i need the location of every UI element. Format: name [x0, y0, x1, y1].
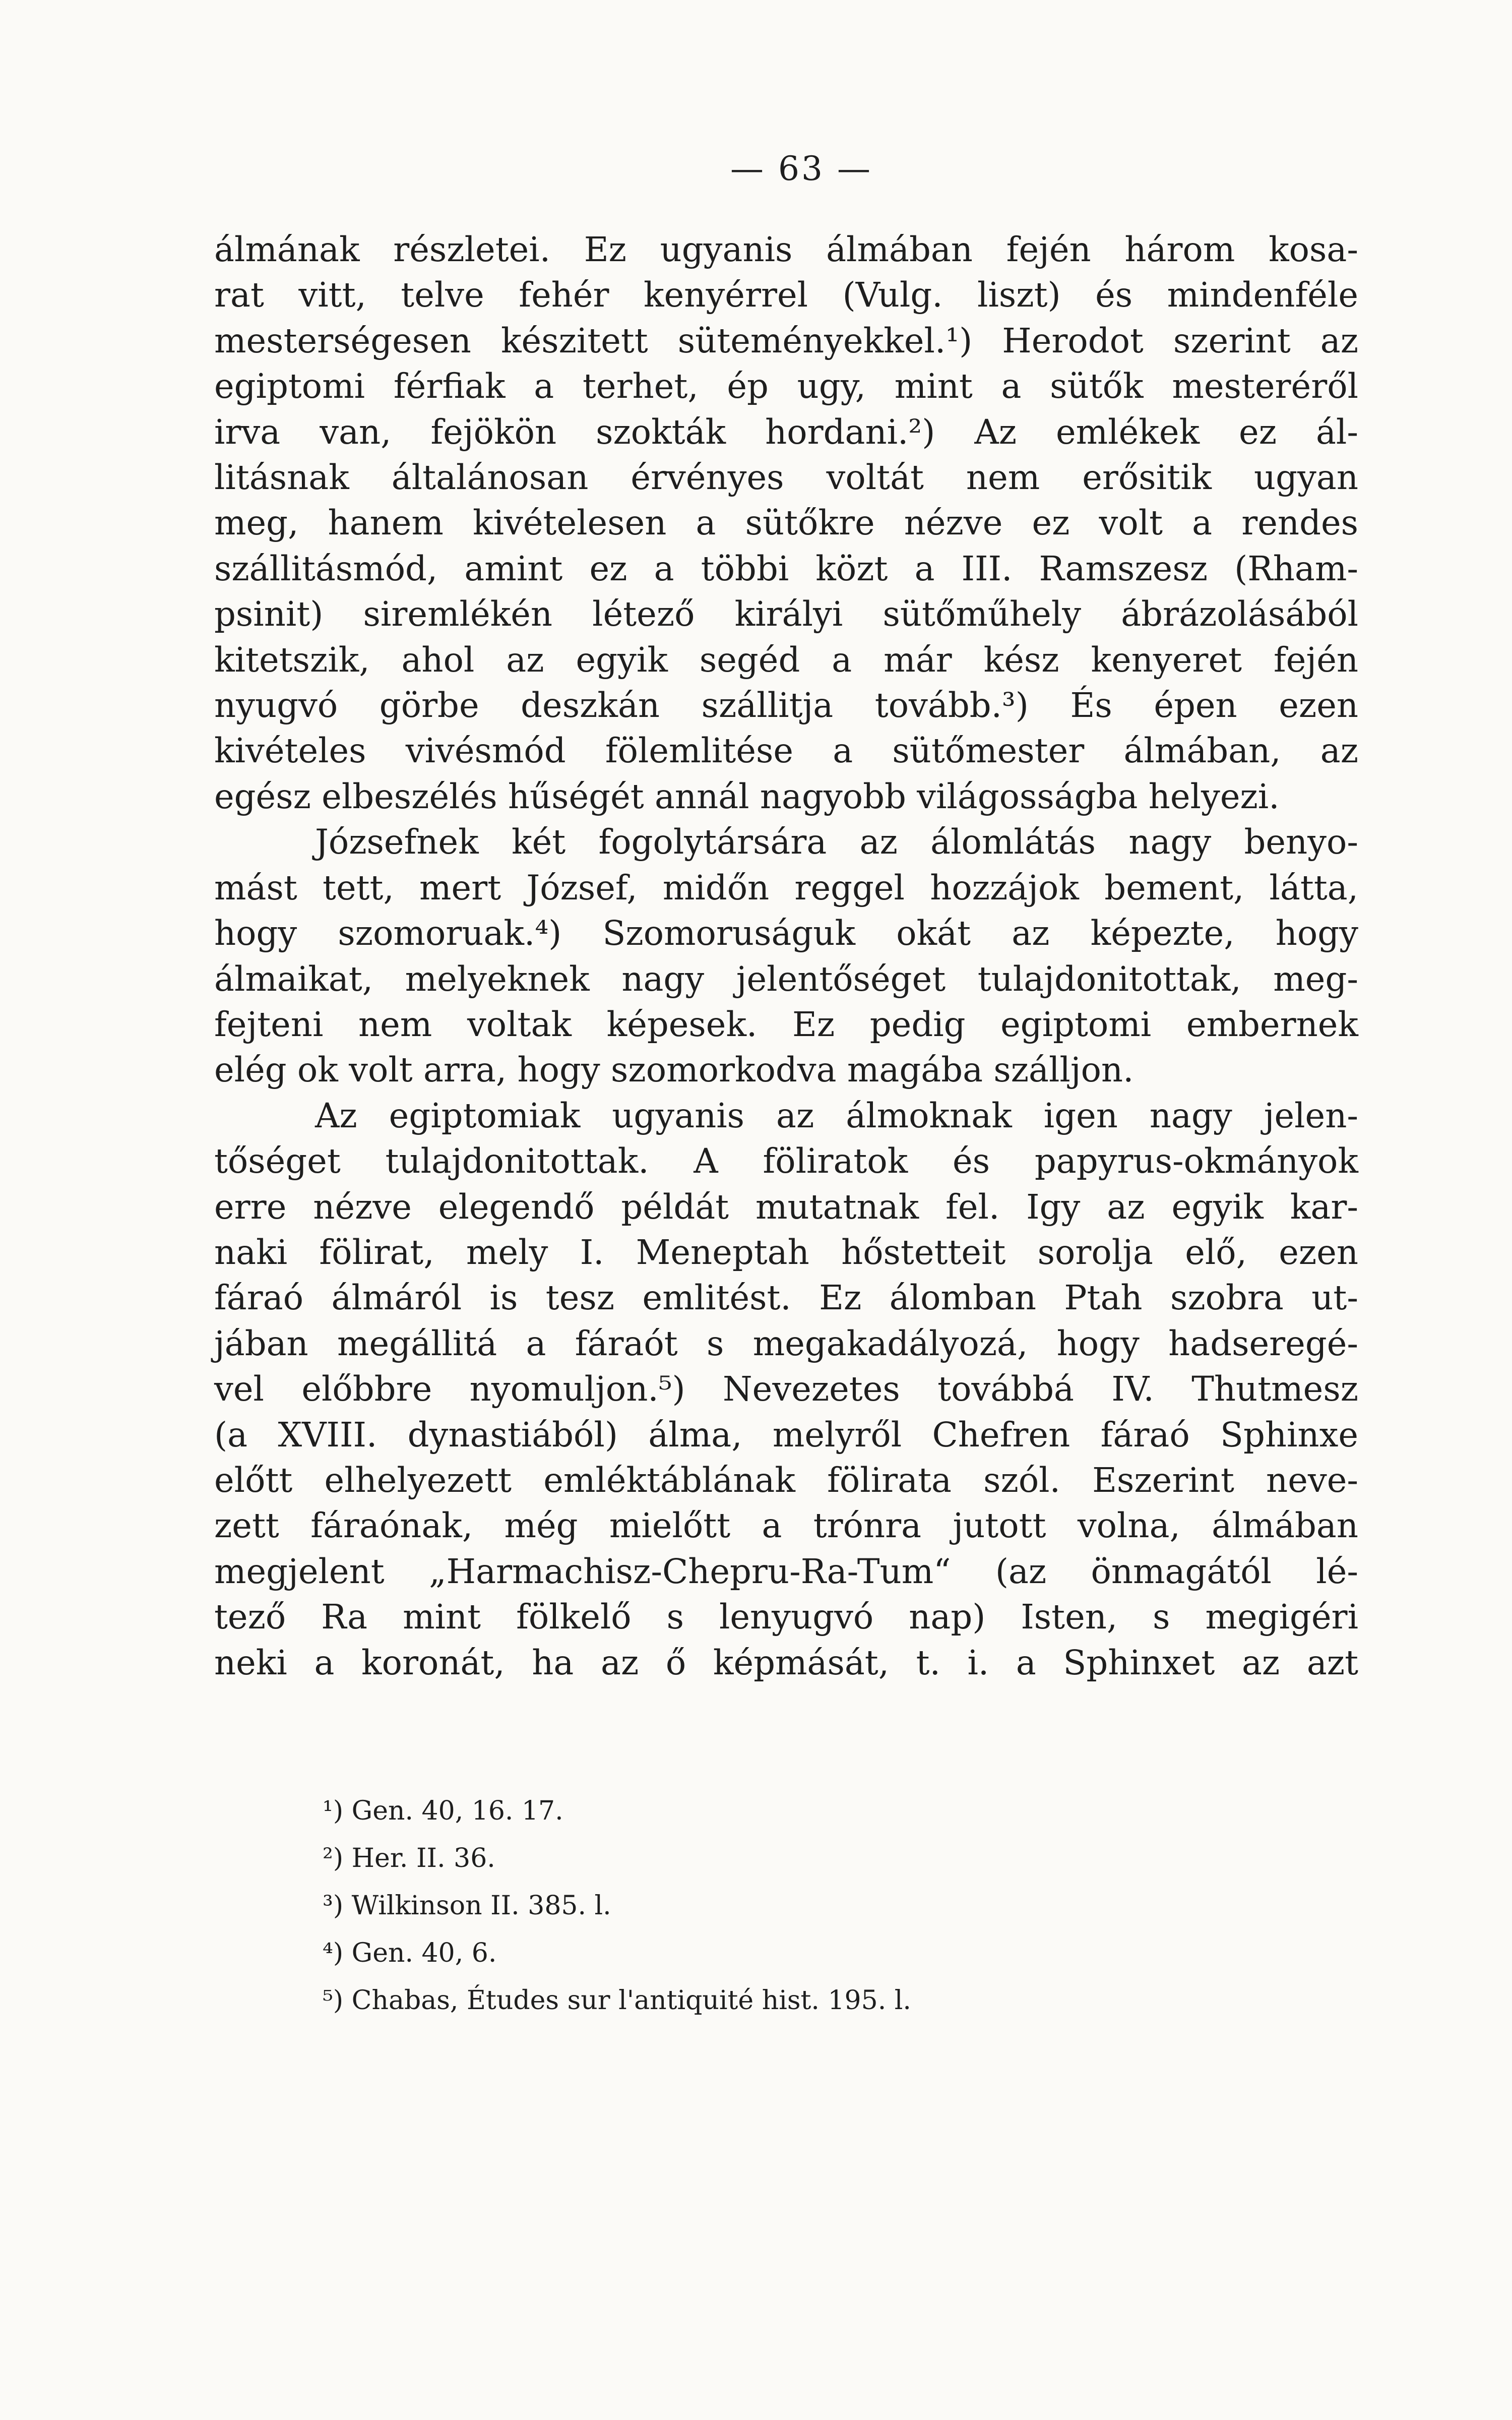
text-line: zett fáraónak, még mielőtt a trónra jutott volna, álmában [214, 1506, 1358, 1546]
footnote-4: ⁴) Gen. 40, 6. [323, 1938, 497, 1968]
footnote-1: ¹) Gen. 40, 16. 17. [323, 1796, 563, 1826]
text-line: psinit) siremlékén létező királyi sütőműhely ábrázolásából [214, 594, 1358, 634]
footnote-2: ²) Her. II. 36. [323, 1843, 495, 1873]
page-number: — 63 — [730, 149, 872, 188]
text-line: naki fölirat, mely I. Meneptah hőstetteit sorolja elő, ezen [214, 1232, 1358, 1272]
text-line: vel előbbre nyomuljon.⁵) Nevezetes továbbá IV. Thutmesz [214, 1369, 1358, 1409]
text-line: Az egiptomiak ugyanis az álmoknak igen nagy jelen- [315, 1096, 1358, 1135]
text-line: erre nézve elegendő példát mutatnak fel. Igy az egyik kar- [214, 1187, 1358, 1227]
text-line: mesterségesen készitett süteményekkel.¹) Herodot szerint az [214, 321, 1358, 360]
text-line: hogy szomoruak.⁴) Szomoruságuk okát az képezte, hogy [214, 914, 1358, 953]
text-line: szállitásmód, amint ez a többi közt a III. Ramszesz (Rham- [214, 549, 1358, 588]
text-line: jában megállitá a fáraót s megakadályozá, hogy hadseregé- [214, 1323, 1358, 1363]
text-line: neki a koronát, ha az ő képmását, t. i. a Sphinxet az azt [214, 1643, 1358, 1682]
text-line: litásnak általánosan érvényes voltát nem erősitik ugyan [214, 458, 1358, 498]
text-line: egész elbeszélés hűségét annál nagyobb világosságba helyezi. [214, 776, 1280, 816]
text-line: meg, hanem kivételesen a sütőkre nézve ez volt a rendes [214, 503, 1358, 543]
paragraph-2 [214, 819, 1358, 1093]
text-line: Józsefnek két fogolytársára az álomlátás nagy benyo- [315, 822, 1358, 862]
text-line: álmának részletei. Ez ugyanis álmában fején három kosa- [214, 230, 1358, 269]
body-text [214, 227, 1358, 1685]
text-line: irva van, fejökön szokták hordani.²) Az emlékek ez ál- [214, 412, 1358, 452]
text-line: kivételes vivésmód fölemlitése a sütőmester álmában, az [214, 731, 1358, 771]
text-line: fáraó álmáról is tesz emlitést. Ez álomban Ptah szobra ut- [214, 1278, 1358, 1318]
text-line: megjelent „Harmachisz-Chepru-Ra-Tum“ (az önmagától lé- [214, 1551, 1358, 1591]
text-line: álmaikat, melyeknek nagy jelentőséget tulajdonitottak, meg- [214, 959, 1358, 999]
text-line: fejteni nem voltak képesek. Ez pedig egiptomi embernek [214, 1004, 1358, 1044]
footnote-5: ⁵) Chabas, Études sur l'antiquité hist. 195. l. [323, 1985, 911, 2016]
footnote-3: ³) Wilkinson II. 385. l. [323, 1891, 611, 1921]
text-line: nyugvó görbe deszkán szállitja tovább.³) És épen ezen [214, 686, 1358, 725]
text-line: egiptomi férfiak a terhet, ép ugy, mint a sütők mesteréről [214, 367, 1358, 406]
text-line: kitetszik, ahol az egyik segéd a már kész kenyeret fején [214, 640, 1358, 680]
text-line: tőséget tulajdonitottak. A föliratok és papyrus-okmányok [214, 1141, 1358, 1181]
text-line: mást tett, mert József, midőn reggel hozzájok bement, látta, [214, 868, 1358, 908]
text-line: (a XVIII. dynastiából) álma, melyről Chefren fáraó Sphinxe [214, 1415, 1358, 1455]
text-line: elég ok volt arra, hogy szomorkodva magába szálljon. [214, 1050, 1134, 1090]
text-line: rat vitt, telve fehér kenyérrel (Vulg. liszt) és mindenféle [214, 275, 1358, 315]
paragraph-1 [214, 227, 1358, 819]
footnotes [323, 1787, 1179, 2024]
text-line: előtt elhelyezett emléktáblának fölirata szól. Eszerint neve- [214, 1460, 1358, 1500]
text-line: tező Ra mint fölkelő s lenyugvó nap) Isten, s megigéri [214, 1597, 1358, 1637]
paragraph-3 [214, 1093, 1358, 1685]
